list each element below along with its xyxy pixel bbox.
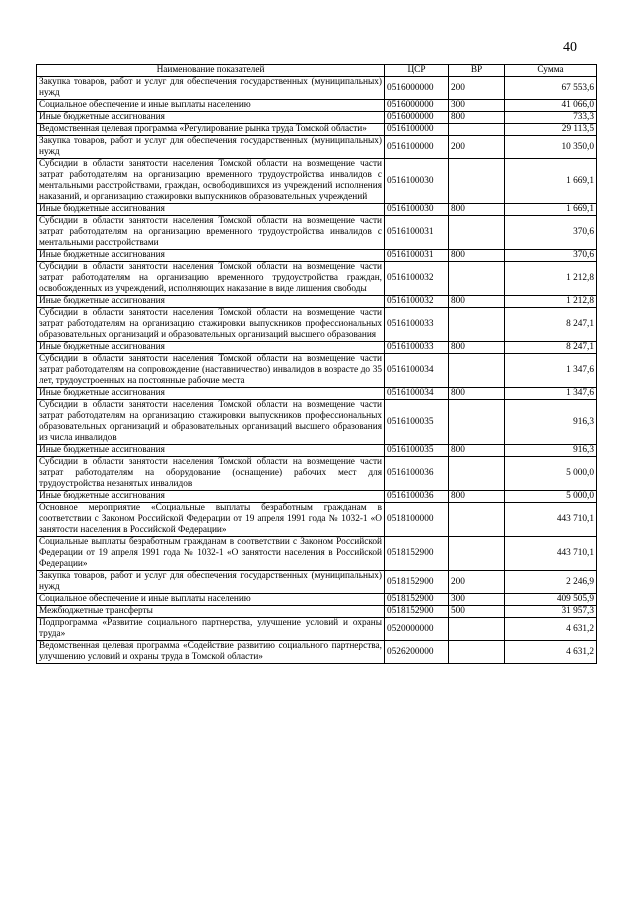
row-code: 0518152900 <box>385 571 449 594</box>
row-name: Иные бюджетные ассигнования <box>37 445 385 457</box>
row-sum: 1 669,1 <box>505 159 597 204</box>
row-vr: 500 <box>449 606 505 618</box>
row-name: Ведомственная целевая программа «Содействие развитию социального партнерства, улучшению условий и охраны труда в Томской области» <box>37 641 385 664</box>
row-name: Иные бюджетные ассигнования <box>37 204 385 216</box>
table-row <box>37 388 597 400</box>
row-sum: 8 247,1 <box>505 342 597 354</box>
row-name: Иные бюджетные ассигнования <box>37 491 385 503</box>
row-name: Социальное обеспечение и иные выплаты населению <box>37 594 385 606</box>
row-code: 0518100000 <box>385 503 449 537</box>
row-sum: 733,3 <box>505 112 597 124</box>
table-row <box>37 296 597 308</box>
row-vr: 800 <box>449 491 505 503</box>
row-code: 0518152900 <box>385 606 449 618</box>
row-name: Субсидии в области занятости населения Томской области на возмещение части затрат работодателям на организацию временного трудоустройства инвалидов с ментальными расстройствами <box>37 216 385 250</box>
row-code: 0516100033 <box>385 308 449 342</box>
row-vr: 800 <box>449 112 505 124</box>
table-row <box>37 400 597 445</box>
table-row <box>37 618 597 641</box>
row-vr <box>449 457 505 491</box>
row-vr <box>449 354 505 388</box>
row-code: 0516100033 <box>385 342 449 354</box>
row-code: 0516100036 <box>385 457 449 491</box>
row-name: Основное мероприятие «Социальные выплаты безработным гражданам в соответствии с Законом Российской Федерации от 19 апреля 1991 года № 1032-1 «О занятости населения в Российской Федерации» <box>37 503 385 537</box>
row-code: 0516000000 <box>385 112 449 124</box>
row-name: Иные бюджетные ассигнования <box>37 388 385 400</box>
row-code: 0516100000 <box>385 136 449 159</box>
row-code: 0516100035 <box>385 445 449 457</box>
row-code: 0516100031 <box>385 250 449 262</box>
row-code: 0516000000 <box>385 77 449 100</box>
row-sum: 4 631,2 <box>505 641 597 664</box>
row-vr: 200 <box>449 77 505 100</box>
row-name: Иные бюджетные ассигнования <box>37 250 385 262</box>
row-name: Социальное обеспечение и иные выплаты населению <box>37 100 385 112</box>
row-name: Субсидии в области занятости населения Томской области на возмещение части затрат работодателям на организацию стажировки выпускников профессиональных образовательных организаций и образовательных организаций высшего образования из числа инвалидов <box>37 400 385 445</box>
row-code: 0516100031 <box>385 216 449 250</box>
row-sum: 370,6 <box>505 216 597 250</box>
row-vr <box>449 618 505 641</box>
row-name: Закупка товаров, работ и услуг для обеспечения государственных (муниципальных) нужд <box>37 136 385 159</box>
table-row <box>37 250 597 262</box>
row-vr: 800 <box>449 250 505 262</box>
table-row <box>37 100 597 112</box>
table-row <box>37 216 597 250</box>
row-sum: 29 113,5 <box>505 124 597 136</box>
row-sum: 443 710,1 <box>505 537 597 571</box>
row-vr: 800 <box>449 445 505 457</box>
row-code: 0516100036 <box>385 491 449 503</box>
table-row <box>37 112 597 124</box>
row-vr: 800 <box>449 388 505 400</box>
row-name: Субсидии в области занятости населения Томской области на возмещение части затрат работодателям на сопровождение (наставничество) инвалидов в возрасте до 35 лет, трудоустроенных на постоянные рабочие места <box>37 354 385 388</box>
row-sum: 5 000,0 <box>505 457 597 491</box>
row-code: 0516100032 <box>385 262 449 296</box>
header-sum: Сумма <box>505 65 597 77</box>
row-sum: 916,3 <box>505 445 597 457</box>
row-code: 0526200000 <box>385 641 449 664</box>
table-row <box>37 124 597 136</box>
row-code: 0520000000 <box>385 618 449 641</box>
row-vr: 200 <box>449 136 505 159</box>
row-name: Закупка товаров, работ и услуг для обеспечения государственных (муниципальных) нужд <box>37 571 385 594</box>
table-row <box>37 594 597 606</box>
row-sum: 8 247,1 <box>505 308 597 342</box>
table-row <box>37 606 597 618</box>
row-vr <box>449 400 505 445</box>
row-name: Закупка товаров, работ и услуг для обеспечения государственных (муниципальных) нужд <box>37 77 385 100</box>
row-vr <box>449 262 505 296</box>
table-row <box>37 204 597 216</box>
row-sum: 1 347,6 <box>505 388 597 400</box>
row-vr <box>449 159 505 204</box>
table-row <box>37 159 597 204</box>
row-sum: 31 957,3 <box>505 606 597 618</box>
table-row <box>37 537 597 571</box>
row-vr: 800 <box>449 342 505 354</box>
row-code: 0516100035 <box>385 400 449 445</box>
row-sum: 409 505,9 <box>505 594 597 606</box>
row-sum: 41 066,0 <box>505 100 597 112</box>
table-row <box>37 491 597 503</box>
row-name: Ведомственная целевая программа «Регулирование рынка труда Томской области» <box>37 124 385 136</box>
page-number: 40 <box>563 40 577 55</box>
header-name: Наименование показателей <box>37 65 385 77</box>
row-vr <box>449 124 505 136</box>
row-vr <box>449 503 505 537</box>
table-row <box>37 445 597 457</box>
row-name: Субсидии в области занятости населения Томской области на возмещение части затрат работодателям на организацию временного трудоустройства инвалидов с ментальными расстройствами, граждан, освободившихся из учреждений исполнения наказаний, и организацию стажировки выпускников образовательных учреждений <box>37 159 385 204</box>
header-code: ЦСР <box>385 65 449 77</box>
header-vr: ВР <box>449 65 505 77</box>
row-vr: 800 <box>449 204 505 216</box>
row-code: 0516100034 <box>385 354 449 388</box>
row-vr <box>449 537 505 571</box>
row-name: Субсидии в области занятости населения Томской области на возмещение части затрат работодателям на оборудование (оснащение) рабочих мест для трудоустройства незанятых инвалидов <box>37 457 385 491</box>
row-name: Иные бюджетные ассигнования <box>37 342 385 354</box>
row-sum: 1 669,1 <box>505 204 597 216</box>
row-sum: 1 212,8 <box>505 296 597 308</box>
row-sum: 2 246,9 <box>505 571 597 594</box>
row-name: Иные бюджетные ассигнования <box>37 112 385 124</box>
table-header-row <box>37 65 597 77</box>
row-sum: 10 350,0 <box>505 136 597 159</box>
row-name: Субсидии в области занятости населения Томской области на возмещение части затрат работодателям на организацию временного трудоустройства граждан, освобожденных из учреждений, исполняющих наказание в виде лишения свободы <box>37 262 385 296</box>
table-row <box>37 641 597 664</box>
row-vr: 300 <box>449 594 505 606</box>
row-code: 0516000000 <box>385 100 449 112</box>
row-code: 0516100034 <box>385 388 449 400</box>
row-sum: 1 347,6 <box>505 354 597 388</box>
row-vr: 800 <box>449 296 505 308</box>
row-code: 0516100030 <box>385 159 449 204</box>
row-code: 0516100030 <box>385 204 449 216</box>
row-sum: 443 710,1 <box>505 503 597 537</box>
row-name: Субсидии в области занятости населения Томской области на возмещение части затрат работодателям на организацию стажировки выпускников профессиональных образовательных организаций и образовательных организаций высшего образования <box>37 308 385 342</box>
table-row <box>37 342 597 354</box>
row-code: 0518152900 <box>385 537 449 571</box>
table-row <box>37 503 597 537</box>
row-code: 0518152900 <box>385 594 449 606</box>
row-sum: 4 631,2 <box>505 618 597 641</box>
row-sum: 67 553,6 <box>505 77 597 100</box>
table-row <box>37 136 597 159</box>
table-row <box>37 571 597 594</box>
table-body <box>37 77 597 664</box>
table-row <box>37 457 597 491</box>
table-row <box>37 77 597 100</box>
row-vr: 300 <box>449 100 505 112</box>
row-sum: 1 212,8 <box>505 262 597 296</box>
row-vr: 200 <box>449 571 505 594</box>
row-name: Подпрограмма «Развитие социального партнерства, улучшение условий и охраны труда» <box>37 618 385 641</box>
table-row <box>37 262 597 296</box>
row-sum: 370,6 <box>505 250 597 262</box>
row-name: Межбюджетные трансферты <box>37 606 385 618</box>
row-sum: 5 000,0 <box>505 491 597 503</box>
row-sum: 916,3 <box>505 400 597 445</box>
row-vr <box>449 641 505 664</box>
row-code: 0516100000 <box>385 124 449 136</box>
row-vr <box>449 216 505 250</box>
budget-table <box>36 64 597 664</box>
table-row <box>37 354 597 388</box>
row-name: Социальные выплаты безработным гражданам в соответствии с Законом Российской Федерации от 19 апреля 1991 года № 1032-1 «О занятости населения в Российской Федерации» <box>37 537 385 571</box>
table-row <box>37 308 597 342</box>
row-code: 0516100032 <box>385 296 449 308</box>
row-vr <box>449 308 505 342</box>
row-name: Иные бюджетные ассигнования <box>37 296 385 308</box>
